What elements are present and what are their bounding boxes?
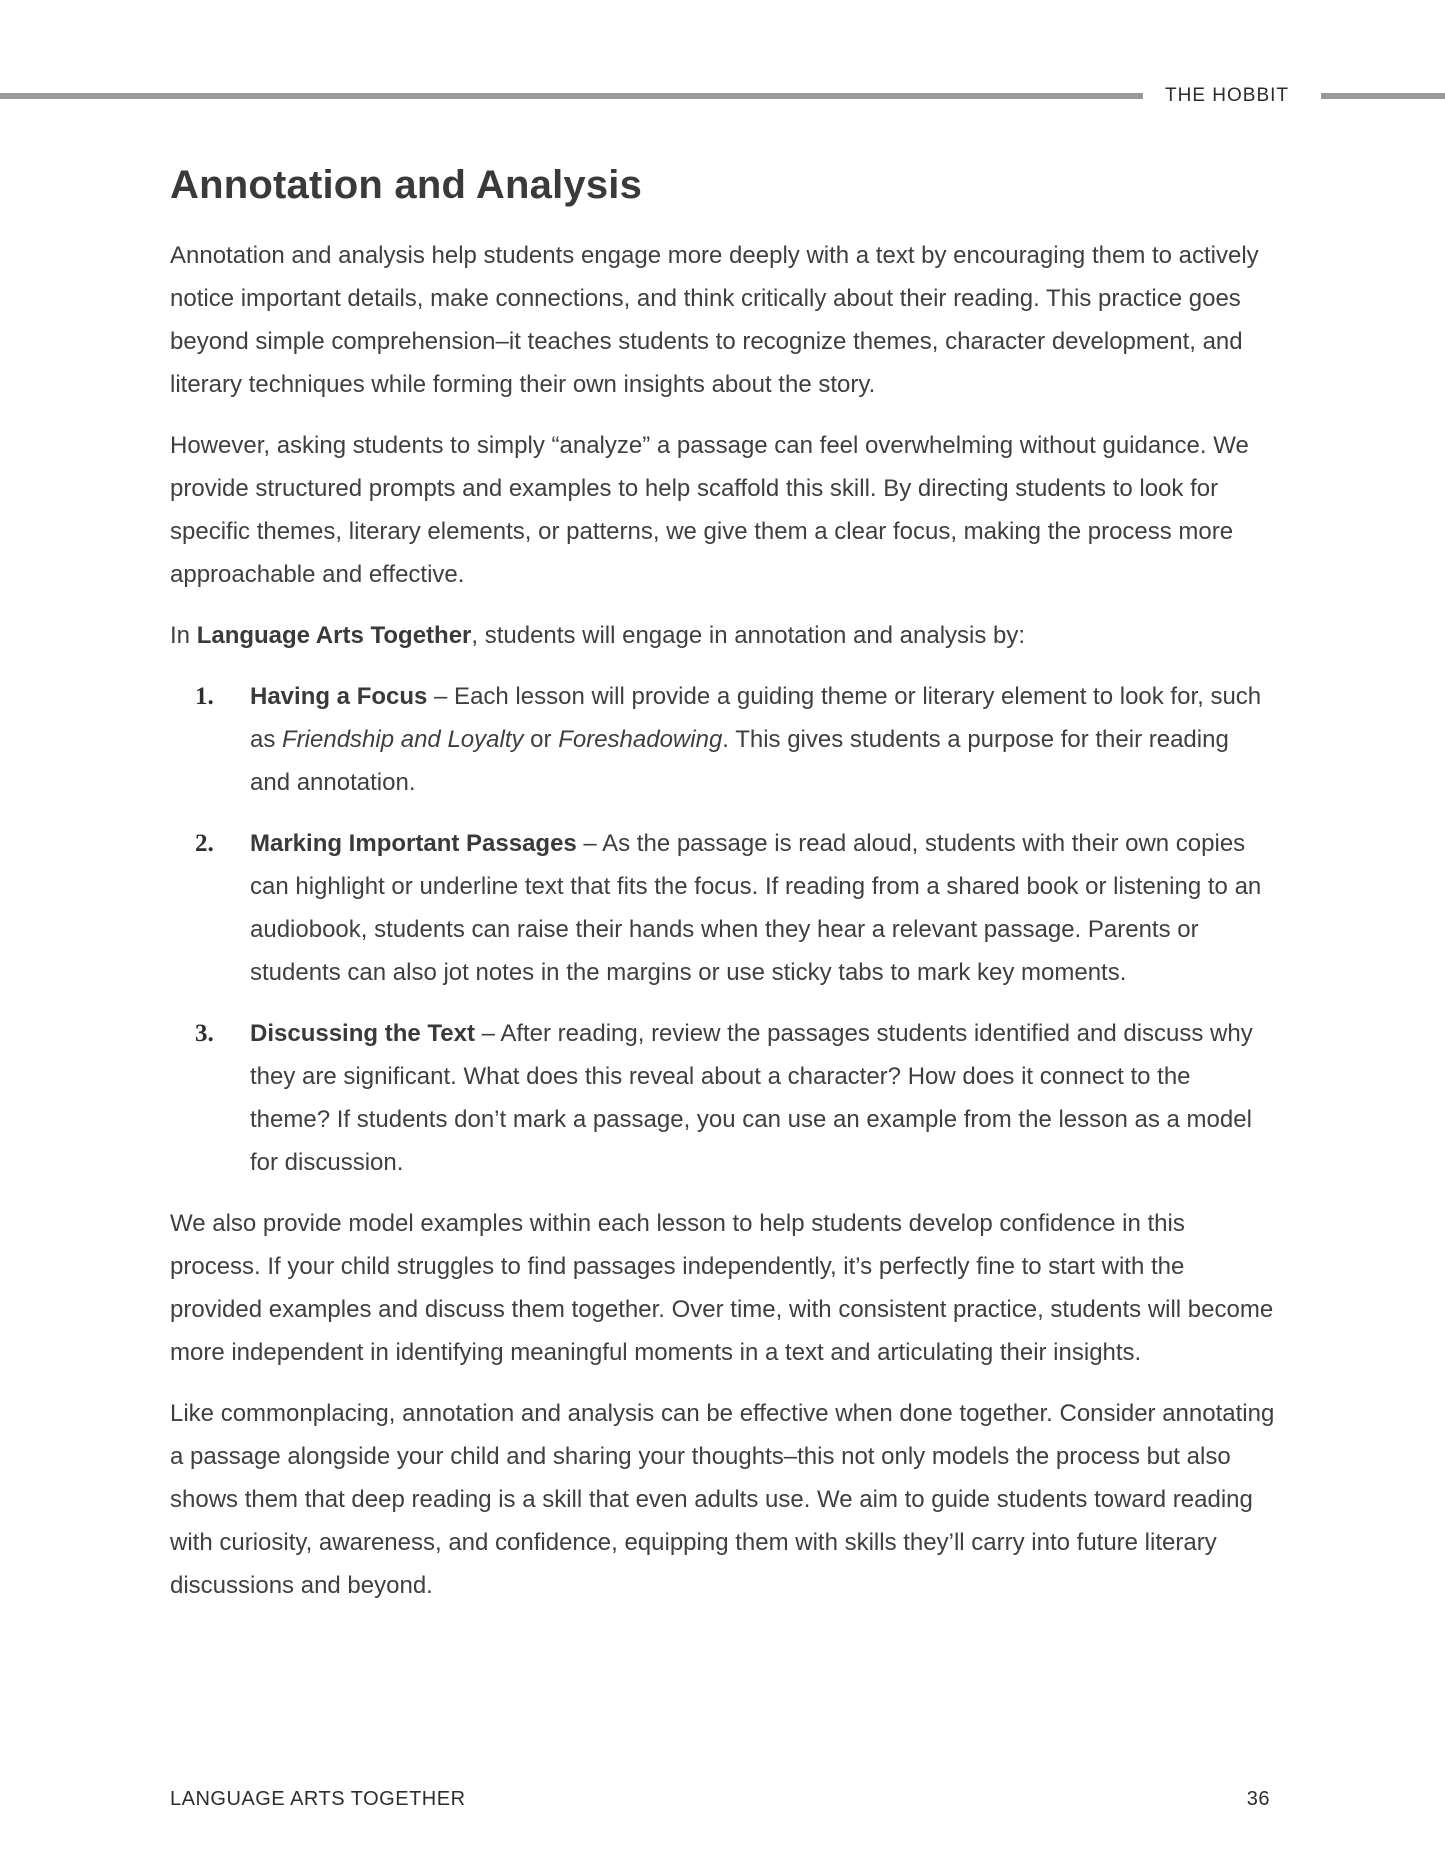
paragraph-3: We also provide model examples within each lesson to help students develop confidence in this process. If your child struggles to find passages independently, it’s perfectly fine to start with the provided examples and discuss them together. Over time, with consistent practice, students will become more independent in identifying meaningful moments in a text and articulating their insights. xyxy=(170,1210,1274,1366)
header-rule-right xyxy=(1321,93,1445,99)
list-item-italic-theme: Foreshadowing xyxy=(558,726,723,753)
list-item-text xyxy=(250,683,1261,796)
list-item-segment: or xyxy=(523,726,559,753)
list-item-segment: . This gives students a purpose for their reading and annotation. xyxy=(250,726,1229,796)
intro-program-name: Language Arts Together xyxy=(196,622,472,649)
list-number: 2. xyxy=(195,830,214,857)
list-item-italic-theme: Friendship and Loyalty xyxy=(282,726,524,753)
paragraph-intro xyxy=(170,614,1275,657)
page-body xyxy=(170,163,1275,1625)
list-item-segment: – Each lesson will provide a guiding theme or literary element to look for, such as xyxy=(250,683,1262,753)
list-item-discussing-text xyxy=(170,1012,1275,1184)
list-item-text xyxy=(250,830,1261,986)
page-footer xyxy=(170,1788,1270,1811)
list-item-segment: – After reading, review the passages students identified and discuss why they are significant. What does this reveal about a character? How does it connect to the theme? If students don’t mark a passage, you can use an example from the lesson as a model for discussion. xyxy=(250,1020,1253,1176)
list-item-lead: Having a Focus xyxy=(250,683,428,710)
list-item-segment: – As the passage is read aloud, students with their own copies can highlight or underline text that fits the focus. If reading from a shared book or listening to an audiobook, students can raise their hands when they hear a relevant passage. Parents or students can also jot notes in the margins or use sticky tabs to mark key moments. xyxy=(250,830,1262,986)
list-item-marking-passages xyxy=(170,822,1275,994)
page-number: 36 xyxy=(1246,1788,1270,1810)
paragraph-4: Like commonplacing, annotation and analysis can be effective when done together. Consider annotating a passage alongside your child and sharing your thoughts–this not only models the process but also shows them that deep reading is a skill that even adults use. We aim to guide students toward reading with curiosity, awareness, and confidence, equipping them with skills they’ll carry into future literary discussions and beyond. xyxy=(170,1400,1275,1599)
intro-suffix: , students will engage in annotation and analysis by: xyxy=(471,622,1026,649)
numbered-list xyxy=(170,675,1275,1184)
intro-prefix: In xyxy=(170,622,197,649)
list-item-having-a-focus xyxy=(170,675,1275,804)
header-rule-left xyxy=(0,93,1143,99)
list-item-lead: Discussing the Text xyxy=(250,1020,475,1047)
footer-brand: LANGUAGE ARTS TOGETHER xyxy=(170,1788,466,1810)
paragraph-2: However, asking students to simply “analyze” a passage can feel overwhelming without guidance. We provide structured prompts and examples to help scaffold this skill. By directing students to look for specific themes, literary elements, or patterns, we give them a clear focus, making the process more approachable and effective. xyxy=(170,432,1249,588)
list-item-text xyxy=(250,1020,1253,1176)
list-number: 3. xyxy=(195,1020,214,1047)
page-title: Annotation and Analysis xyxy=(170,163,643,207)
running-head: THE HOBBIT xyxy=(1165,85,1290,106)
list-item-lead: Marking Important Passages xyxy=(250,830,577,857)
page-header xyxy=(0,85,1445,107)
paragraph-1: Annotation and analysis help students engage more deeply with a text by encouraging them to actively notice important details, make connections, and think critically about their reading. This practice goes beyond simple comprehension–it teaches students to recognize themes, character development, and literary techniques while forming their own insights about the story. xyxy=(170,242,1259,398)
list-number: 1. xyxy=(195,683,214,710)
